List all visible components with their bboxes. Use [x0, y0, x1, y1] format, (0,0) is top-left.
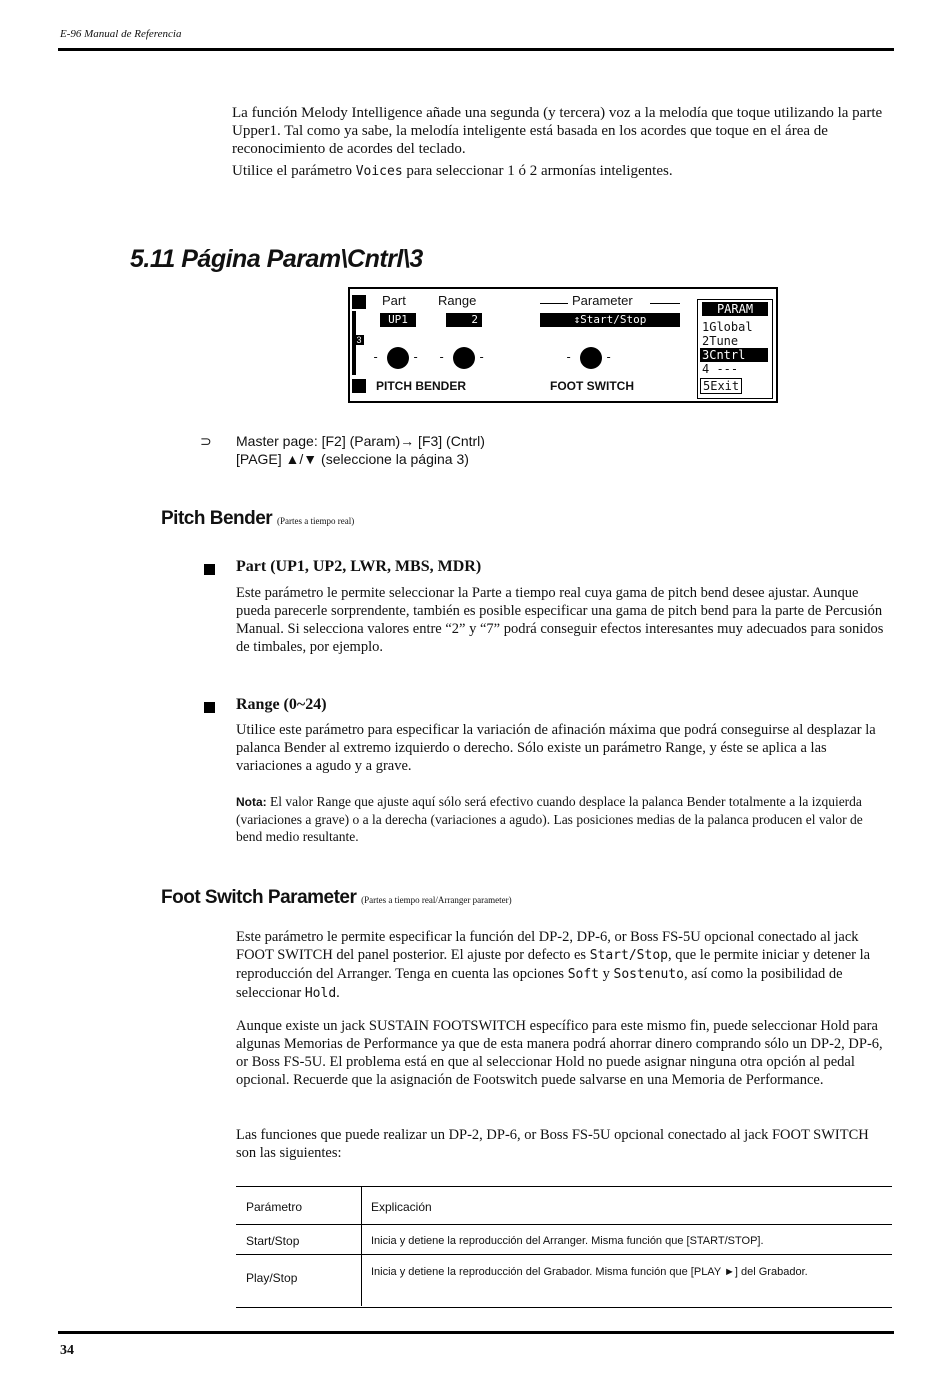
range-note	[236, 793, 892, 845]
page-number: 34	[60, 1343, 74, 1358]
range-label: Range	[438, 293, 477, 308]
voices-param-code: Voices	[355, 164, 403, 179]
sostenuto-code: Sostenuto	[613, 967, 684, 982]
fs-p1-d: , así como la posibilidad de seleccionar	[236, 966, 843, 1001]
note-body: El valor Range que ajuste aquí sólo será efectivo cuando desplace la palanca Bender totalmente a la izquierda (variaciones a grave) o a la derecha (variaciones a agudo). Las posiciones medias de la palanca producen el valor de bend medio resultante.	[236, 794, 863, 844]
parameter-knob-icon[interactable]	[580, 347, 602, 369]
soft-code: Soft	[567, 967, 599, 982]
range-value[interactable]: 2	[446, 313, 482, 327]
note-label: Nota:	[236, 795, 267, 809]
intro-paragraph-1: La función Melody Intelligence añade una segunda (y tercera) voz a la melodía que toque utilizando la parte Upper1. Tal como ya sabe, la melodía inteligente está basada en los acordes que toque en el área de reconocimiento de acordes del teclado.	[232, 105, 883, 157]
master-page-line-1: Master page: [F2] (Param)→ [F3] (Cntrl)	[236, 433, 485, 449]
foot-switch-paragraph-3: Las funciones que puede realizar un DP-2, DP-6, or Boss FS-5U opcional conectado al jack FOOT SWITCH son las siguientes:	[236, 1127, 869, 1161]
parameter-value[interactable]: ↕Start/Stop	[540, 313, 680, 327]
pitch-bender-title: Pitch Bender	[161, 508, 273, 529]
part-knob-icon[interactable]	[387, 347, 409, 369]
fs-p1-c: y	[599, 966, 614, 982]
start-stop-code: Start/Stop	[589, 948, 668, 963]
footer-rule	[58, 1331, 894, 1334]
parameter-label: Parameter	[572, 293, 633, 308]
arrow-icon: ⊃	[200, 433, 212, 449]
knob-tick: -	[372, 350, 380, 364]
fs-p1-e: .	[336, 985, 340, 1001]
hold-code: Hold	[304, 986, 337, 1001]
row-1-parameter: Start/Stop	[246, 1234, 300, 1248]
pitch-bender-label: PITCH BENDER	[376, 379, 467, 393]
section-title: 5.11 Página Param\Cntrl\3	[130, 245, 423, 273]
range-title: Range (0~24)	[236, 696, 327, 713]
intro-text	[232, 104, 892, 185]
part-label: Part	[382, 293, 406, 308]
knob-tick: -	[412, 350, 420, 364]
range-knob-icon[interactable]	[453, 347, 475, 369]
foot-switch-paragraph-1	[236, 928, 892, 1003]
intro-p2-prefix: Utilice el parámetro	[232, 163, 356, 179]
header-parameter: Parámetro	[246, 1200, 303, 1214]
menu-title: PARAM	[702, 302, 768, 316]
part-value[interactable]: UP1	[380, 313, 416, 327]
foot-switch-heading	[161, 887, 512, 909]
param-menu	[697, 299, 773, 399]
range-body: Utilice este parámetro para especificar la variación de afinación máxima que podrá conseguirse al desplazar la palanca Bender al extremo izquierdo o derecho. Sólo existe un parámetro Range, y éste se aplica a las variaciones a agudo y a grave.	[236, 722, 876, 774]
bullet-icon	[204, 702, 215, 713]
page-indicator: 3	[354, 335, 364, 345]
pitch-bender-heading	[161, 508, 354, 530]
fs-p1-b: , que le permite iniciar y detener la reproducción del Arranger. Tenga en cuenta las opciones	[236, 947, 871, 982]
table-row	[236, 1224, 892, 1255]
foot-switch-paragraph-2: Aunque existe un jack SUSTAIN FOOTSWITCH específico para este mismo fin, puede seleccionar Hold para algunas Memorias de Performance ya que de esta manera podrá ahorrar dinero comprando sólo un DP-2, DP-6, or Boss FS-5U. El problema está en que al seleccionar Hold no puede asignar ninguna otra opción al pedal opcional. Recuerde que la asignación de Footswitch puede salvarse en una Memoria de Performance.	[236, 1018, 883, 1088]
row-1-explanation: Inicia y detiene la reproducción del Arranger. Misma función que [START/STOP].	[371, 1235, 764, 1247]
knob-tick: -	[605, 350, 613, 364]
table-row	[236, 1254, 892, 1308]
menu-item-cntrl[interactable]: 3Cntrl	[700, 348, 768, 362]
part-title: Part (UP1, UP2, LWR, MBS, MDR)	[236, 558, 482, 575]
knob-tick: -	[478, 350, 486, 364]
pitch-bender-note: (Partes a tiempo real)	[276, 516, 355, 526]
knob-tick: -	[438, 350, 446, 364]
parameter-rule-left	[540, 303, 568, 304]
menu-item-empty: 4 ---	[702, 362, 739, 376]
page-down-icon	[352, 379, 366, 393]
fs-p1-a: Este parámetro le permite especificar la función del DP-2, DP-6, or Boss FS-5U opcional conectado al jack FOOT SWITCH del panel posterior. El ajuste por defecto es	[236, 929, 859, 963]
menu-item-exit[interactable]: 5Exit	[700, 378, 742, 394]
row-2-parameter: Play/Stop	[246, 1271, 298, 1285]
header-rule	[58, 48, 894, 51]
page-up-icon	[352, 295, 366, 309]
foot-switch-label: FOOT SWITCH	[550, 379, 634, 393]
parameter-rule-right	[650, 303, 680, 304]
part-body: Este parámetro le permite seleccionar la Parte a tiempo real cuya gama de pitch bend desee ajustar. Aunque pueda parecerle sorprendente, también es posible especificar una gama de pitch bend para la parte de Percusión Manual. Si selecciona valores entre “2” y “7” podrá conseguir efectos interesantes muy adecuados para sonidos de timbales, por ejemplo.	[236, 585, 884, 655]
menu-item-global[interactable]: 1Global	[702, 320, 753, 334]
bullet-icon	[204, 564, 215, 575]
lcd-screen	[348, 287, 778, 403]
intro-p2-suffix: para seleccionar 1 ó 2 armonías inteligentes.	[402, 163, 673, 179]
running-header: E-96 Manual de Referencia	[60, 28, 182, 40]
knob-tick: -	[565, 350, 573, 364]
table-header-row	[236, 1186, 892, 1225]
row-2-explanation: Inicia y detiene la reproducción del Grabador. Misma función que [PLAY ►] del Grabador.	[371, 1266, 808, 1278]
menu-item-tune[interactable]: 2Tune	[702, 334, 739, 348]
header-explanation: Explicación	[371, 1200, 432, 1214]
master-page-line-2: [PAGE] ▲/▼ (seleccione la página 3)	[236, 451, 469, 467]
foot-switch-note: (Partes a tiempo real/Arranger parameter)	[361, 895, 512, 905]
foot-switch-title: Foot Switch Parameter	[161, 887, 357, 908]
intro-paragraph-2	[232, 162, 892, 181]
